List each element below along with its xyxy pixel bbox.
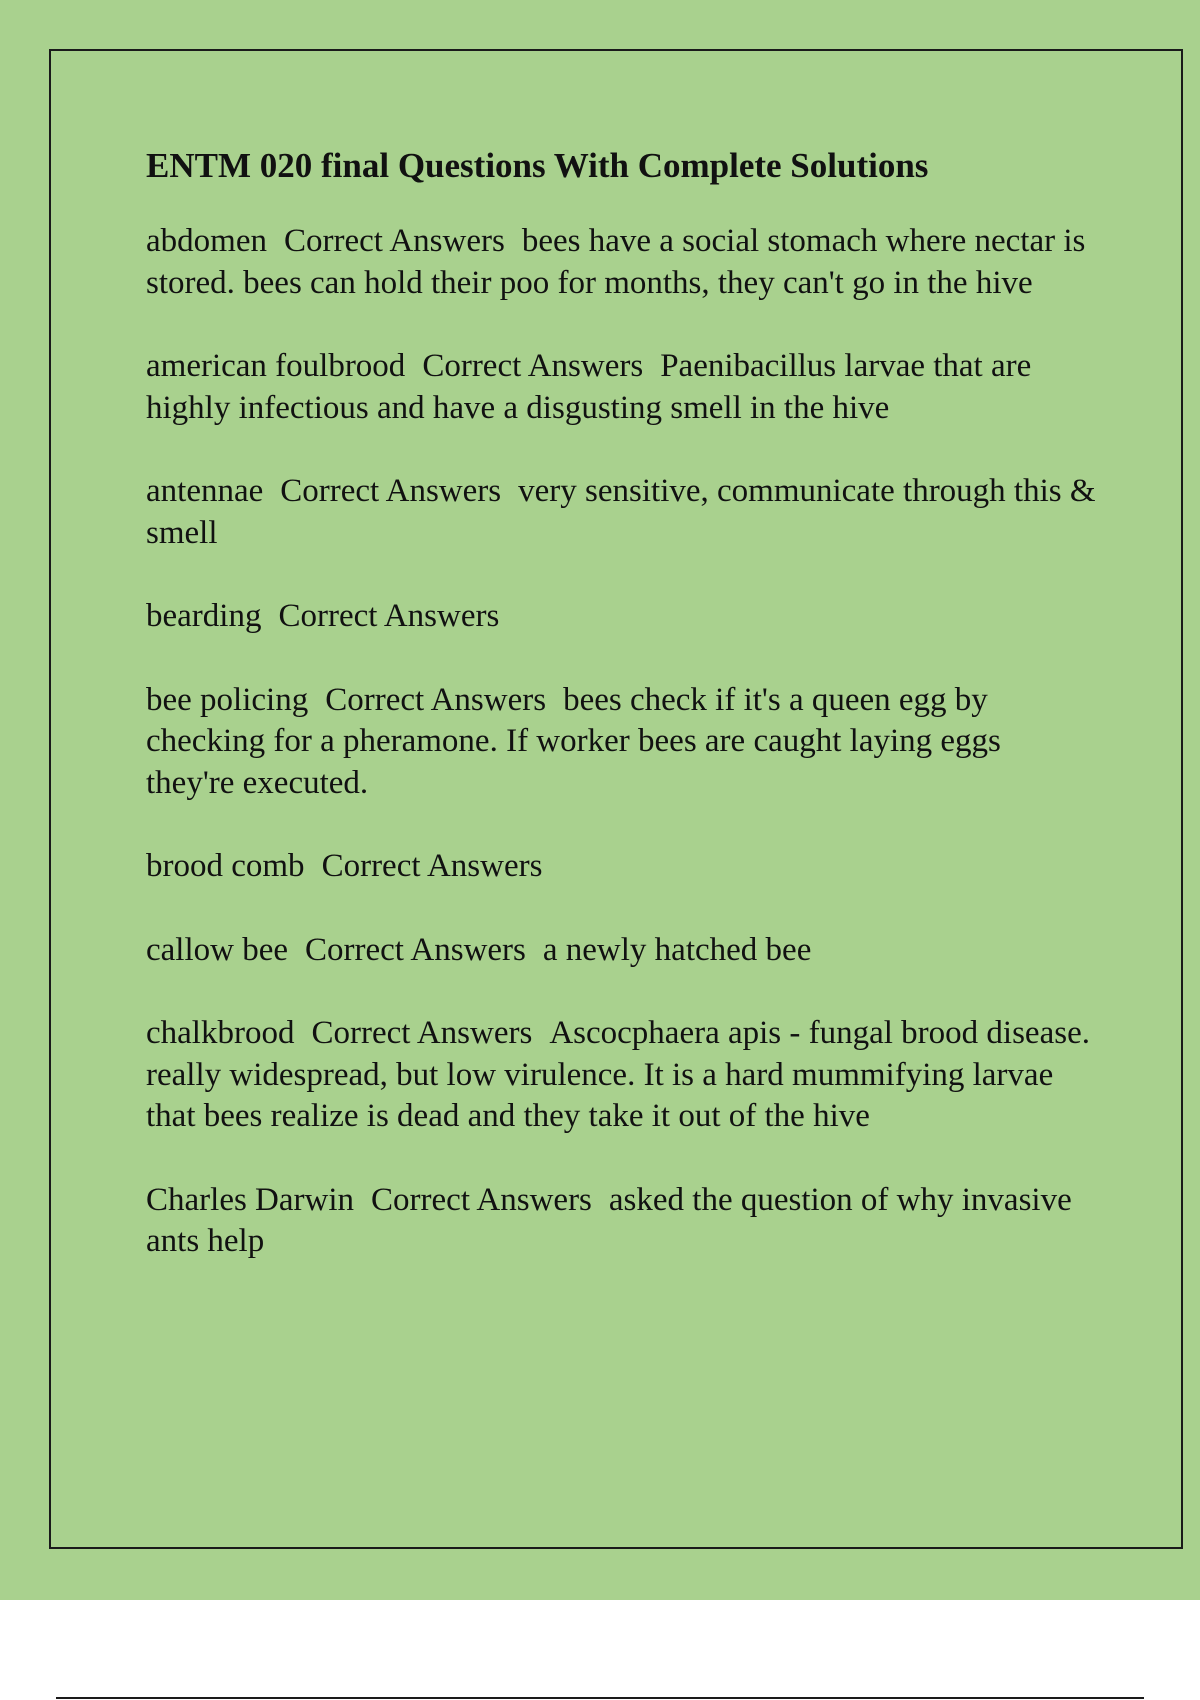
entry-term: american foulbrood <box>146 348 406 384</box>
entry-term: chalkbrood <box>146 1015 295 1051</box>
entry-marker: Correct Answers <box>325 681 547 718</box>
entry-marker: Correct Answers <box>311 1015 533 1051</box>
document-title: ENTM 020 final Questions With Complete Solutions <box>146 146 929 185</box>
entry-chalkbrood <box>146 1013 1096 1138</box>
entry-term: abdomen <box>146 223 267 259</box>
entry-term: bee policing <box>146 681 309 718</box>
entry-answer: a newly hatched bee <box>542 931 812 968</box>
entry-marker: Correct Answers <box>278 598 500 634</box>
entry-marker: Correct Answers <box>280 473 502 509</box>
entry-american-foulbrood <box>146 346 1096 429</box>
entry-answer: very sensitive, communicate through this & smell <box>146 473 1096 551</box>
entry-callow-bee <box>146 930 1096 972</box>
document-body <box>146 142 1096 1305</box>
entry-marker: Correct Answers <box>283 223 505 259</box>
entry-term: bearding <box>146 598 262 634</box>
entry-marker: Correct Answers <box>321 848 543 884</box>
entry-abdomen <box>146 221 1096 304</box>
entry-answer: bees have a social stomach where nectar is stored. bees can hold their poo for months, they can't go in the hive <box>146 223 1086 301</box>
entry-bearding <box>146 596 1096 638</box>
entry-term: Charles Darwin <box>146 1181 355 1218</box>
entry-term: callow bee <box>146 931 289 968</box>
entry-charles-darwin <box>146 1180 1096 1263</box>
entry-term: brood comb <box>146 848 305 884</box>
entry-marker: Correct Answers <box>305 931 526 968</box>
entry-answer: Paenibacillus larvae that are highly infectious and have a disgusting smell in the hive <box>146 348 1032 426</box>
entry-marker: Correct Answers <box>422 348 644 384</box>
entry-marker: Correct Answers <box>371 1181 592 1218</box>
entry-brood-comb <box>146 846 1096 888</box>
entry-antennae <box>146 471 1096 554</box>
entry-term: antennae <box>146 473 264 509</box>
footer-divider-line <box>56 1697 1144 1699</box>
entry-bee-policing <box>146 680 1096 805</box>
entry-answer: asked the question of why invasive ants help <box>146 1181 1072 1259</box>
entry-answer: Ascocphaera apis - fungal brood disease. really widespread, but low virulence. It is a hard mummifying larvae that bees realize is dead and they take it out of the hive <box>146 1015 1090 1134</box>
entry-answer: bees check if it's a queen egg by checking for a pheramone. If worker bees are caught laying eggs they're executed. <box>146 681 1001 801</box>
